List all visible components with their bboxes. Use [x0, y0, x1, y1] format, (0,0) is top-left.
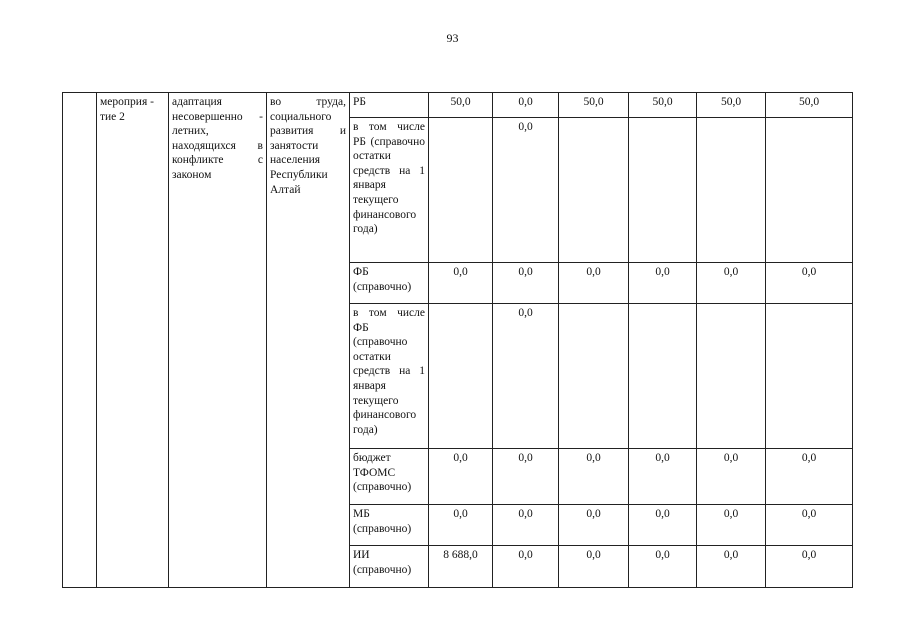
- value-cell: 0,0: [766, 449, 853, 505]
- value-cell: [766, 304, 853, 449]
- value-cell: [559, 118, 629, 263]
- value-cell: 0,0: [697, 546, 766, 588]
- value-cell: 8 688,0: [429, 546, 493, 588]
- value-cell: 0,0: [493, 263, 559, 304]
- description-cell: адаптация несовершенно - летних, находящихся в конфликте с законом: [169, 93, 267, 588]
- blank-cell: [63, 93, 97, 588]
- value-cell: 0,0: [629, 546, 697, 588]
- value-cell: 0,0: [766, 263, 853, 304]
- value-cell: 0,0: [493, 304, 559, 449]
- source-cell: МБ (справочно): [350, 505, 429, 546]
- value-cell: [629, 304, 697, 449]
- value-cell: 0,0: [429, 263, 493, 304]
- value-cell: 0,0: [697, 449, 766, 505]
- value-cell: [559, 304, 629, 449]
- value-cell: 0,0: [559, 546, 629, 588]
- value-cell: 0,0: [766, 505, 853, 546]
- value-cell: 0,0: [697, 263, 766, 304]
- value-cell: 0,0: [766, 546, 853, 588]
- value-cell: 0,0: [493, 546, 559, 588]
- source-cell: в том числе РБ (справочно остатки средств на 1 января текущего финансового года): [350, 118, 429, 263]
- value-cell: 0,0: [629, 263, 697, 304]
- source-cell: РБ: [350, 93, 429, 118]
- value-cell: [429, 118, 493, 263]
- value-cell: 50,0: [697, 93, 766, 118]
- source-cell: ИИ (справочно): [350, 546, 429, 588]
- source-cell: в том числе ФБ (справочно остатки средств на 1 января текущего финансового года): [350, 304, 429, 449]
- value-cell: 0,0: [697, 505, 766, 546]
- value-cell: 0,0: [429, 505, 493, 546]
- value-cell: 0,0: [629, 505, 697, 546]
- value-cell: [629, 118, 697, 263]
- value-cell: 50,0: [429, 93, 493, 118]
- value-cell: 50,0: [766, 93, 853, 118]
- value-cell: 0,0: [493, 505, 559, 546]
- value-cell: 50,0: [559, 93, 629, 118]
- value-cell: 0,0: [429, 449, 493, 505]
- value-cell: 50,0: [629, 93, 697, 118]
- value-cell: [429, 304, 493, 449]
- value-cell: 0,0: [629, 449, 697, 505]
- event-label-cell: мероприя - тие 2: [97, 93, 169, 588]
- source-cell: бюджет ТФОМС (справочно): [350, 449, 429, 505]
- value-cell: [766, 118, 853, 263]
- value-cell: 0,0: [559, 263, 629, 304]
- source-cell: ФБ (справочно): [350, 263, 429, 304]
- value-cell: 0,0: [493, 118, 559, 263]
- value-cell: [697, 118, 766, 263]
- value-cell: 0,0: [559, 505, 629, 546]
- value-cell: 0,0: [493, 93, 559, 118]
- value-cell: 0,0: [559, 449, 629, 505]
- table-row: [63, 93, 853, 118]
- budget-table: [62, 92, 853, 588]
- page-number: 93: [446, 31, 459, 45]
- value-cell: [697, 304, 766, 449]
- executor-cell: во труда, социального развития и занятости населения Республики Алтай: [267, 93, 350, 588]
- value-cell: 0,0: [493, 449, 559, 505]
